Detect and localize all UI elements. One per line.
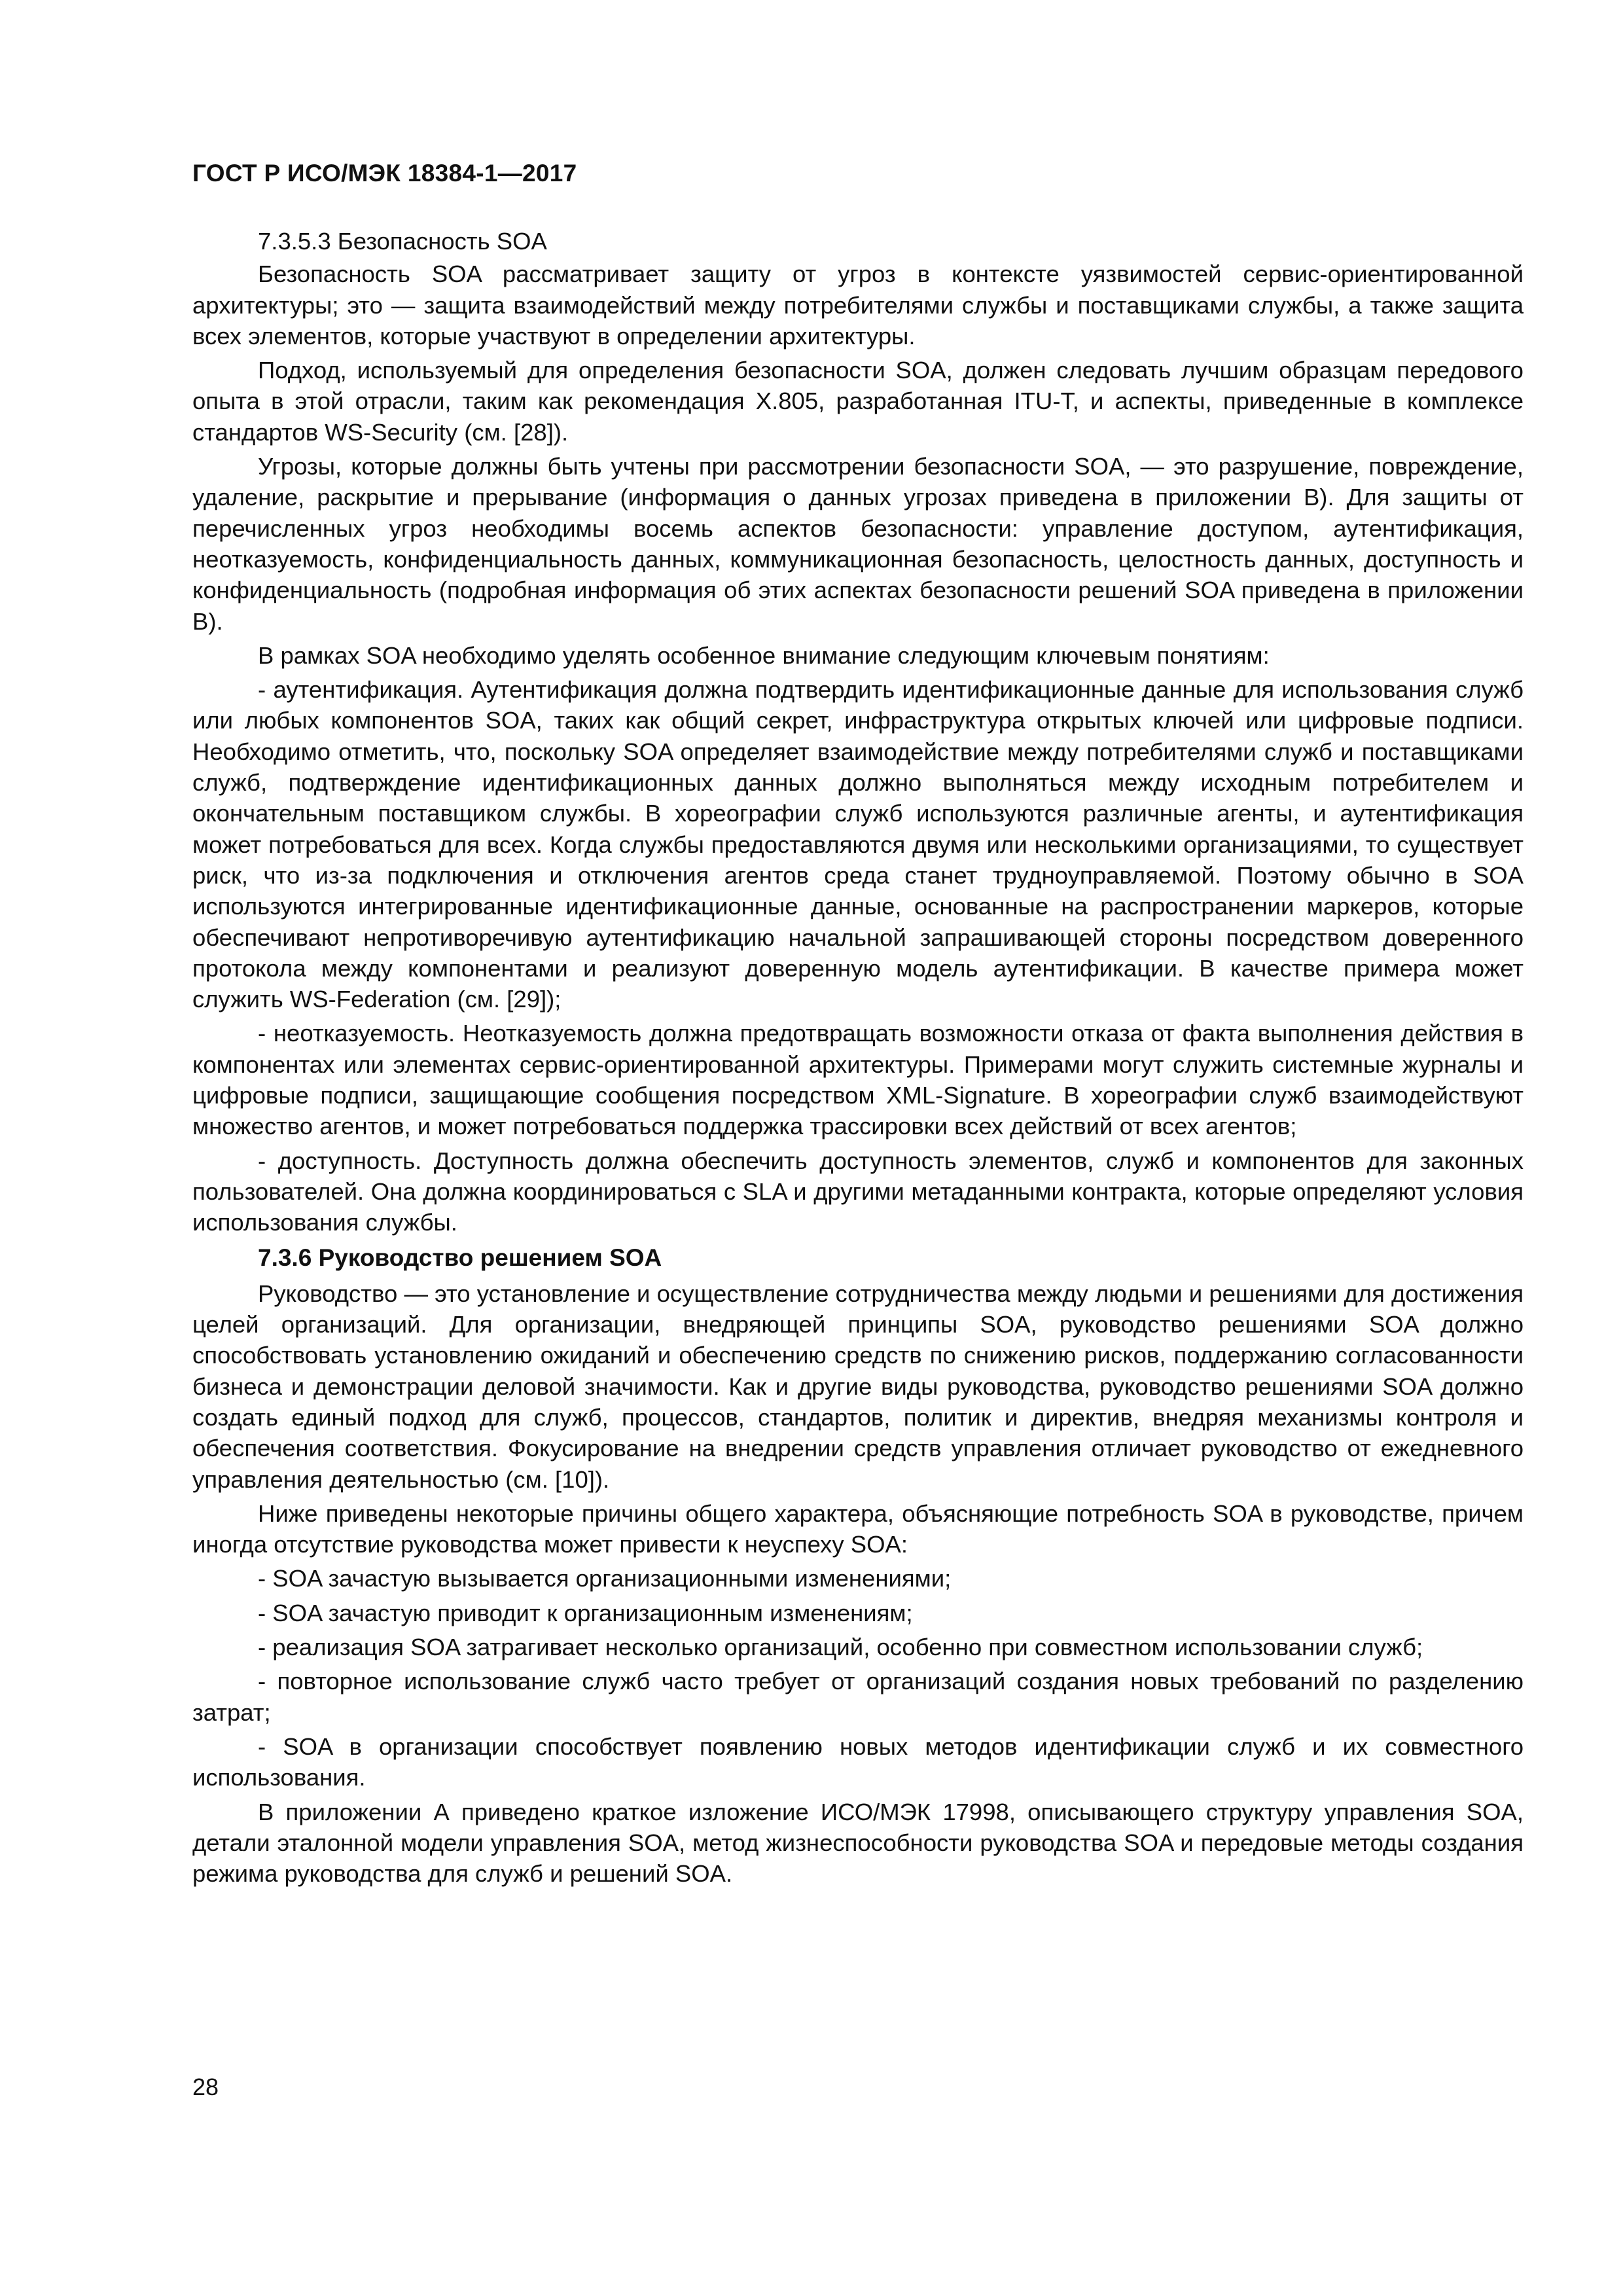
paragraph: Угрозы, которые должны быть учтены при рассмотрении безопасности SOA, — это разрушение, повреждение, удаление, раскрытие и прерывание (информация о данных угрозах приведена в приложении В). Для защиты от перечисленных угроз необходимы восемь аспектов безопасности: управление доступом, аутентификация, неотказуемость, конфиденциальность данных, коммуникационная безопасность, целостность данных, доступность и конфиденциальность (подробная информация об этих аспектах безопасности решений SOA приведена в приложении В). [192, 453, 1524, 635]
document-header: ГОСТ Р ИСО/МЭК 18384-1—2017 [192, 160, 577, 187]
list-item: - SOA в организации способствует появлению новых методов идентификации служб и их совместного использования. [192, 1732, 1524, 1791]
paragraph: Ниже приведены некоторые причины общего характера, объясняющие потребность SOA в руководстве, причем иногда отсутствие руководства может привести к неуспеху SOA: [192, 1499, 1524, 1558]
list-item: - доступность. Доступность должна обеспечить доступность элементов, служб и компонентов для законных пользователей. Она должна координироваться с SLA и другими метаданными контракта, которые определяют условия использования службы. [192, 1147, 1524, 1236]
section-heading: 7.3.6 Руководство решением SOA [258, 1244, 662, 1271]
page-number: 28 [192, 2073, 219, 2100]
paragraph: Подход, используемый для определения безопасности SOA, должен следовать лучшим образцам передового опыта в этой отрасли, таким как рекомендация X.805, разработанная ITU-T, и аспекты, приведенные в комплексе стандартов WS-Security (см. [28]). [192, 357, 1524, 446]
list-item: - SOA зачастую вызывается организационными изменениями; [258, 1565, 952, 1592]
list-item: - реализация SOA затрагивает несколько организаций, особенно при совместном использовании служб; [258, 1634, 1423, 1661]
paragraph: В рамках SOA необходимо уделять особенное внимание следующим ключевым понятиям: [258, 641, 1270, 669]
list-item: - неотказуемость. Неотказуемость должна предотвращать возможности отказа от факта выполнения действия в компонентах или элементах сервис-ориентированной архитектуры. Примерами могут служить системные журналы и цифровые подписи, защищающие сообщения посредством XML-Signature. В хореографии служб взаимодействуют множество агентов, и может потребоваться поддержка трассировки всех действий от всех агентов; [192, 1020, 1524, 1140]
paragraph: Руководство — это установление и осуществление сотрудничества между людьми и решениями для достижения целей организаций. Для организации, внедряющей принципы SOA, руководство решениями SOA должно способствовать установлению ожиданий и обеспечению средств по снижению рисков, поддержанию согласованности бизнеса и демонстрации деловой значимости. Как и другие виды руководства, руководство решениями SOA должно создать единый подход для служб, процессов, стандартов, политик и директив, внедряя механизмы контроля и обеспечения соответствия. Фокусирование на внедрении средств управления отличает руководство от ежедневного управления деятельностью (см. [10]). [192, 1280, 1524, 1493]
paragraph: Безопасность SOA рассматривает защиту от угроз в контексте уязвимостей сервис-ориентированной архитектуры; это — защита взаимодействий между потребителями службы и поставщиками службы, а также защита всех элементов, которые участвуют в определении архитектуры. [192, 260, 1524, 350]
list-item: - аутентификация. Аутентификация должна подтвердить идентификационные данные для использования служб или любых компонентов SOA, таких как общий секрет, инфраструктура открытых ключей или цифровые подписи. Необходимо отметить, что, поскольку SOA определяет взаимодействие между потребителями служб и поставщиками служб, подтверждение идентификационных данных должно выполняться между исходным потребителем и окончательным поставщиком службы. В хореографии служб используются различные агенты, и аутентификация может потребоваться для всех. Когда службы предоставляются двумя или несколькими организациями, то существует риск, что из-за подключения и отключения агентов среда станет трудноуправляемой. Поэтому обычно в SOA используются интегрированные идентификационные данные, основанные на распространении маркеров, которые обеспечивают непротиворечивую аутентификацию начальной запрашивающей стороны посредством доверенного протокола между компонентами и реализуют доверенную модель аутентификации. В качестве примера может служить WS-Federation (см. [29]); [192, 676, 1524, 1013]
list-item: - SOA зачастую приводит к организационным изменениям; [258, 1599, 913, 1626]
subsection-title: 7.3.5.3 Безопасность SOA [258, 228, 547, 255]
document-body [192, 226, 1524, 1892]
list-item: - повторное использование служб часто требует от организаций создания новых требований по разделению затрат; [192, 1668, 1524, 1726]
paragraph: В приложении А приведено краткое изложение ИСО/МЭК 17998, описывающего структуру управления SOA, детали эталонной модели управления SOA, метод жизнеспособности руководства SOA и передовые методы создания режима руководства для служб и решений SOA. [192, 1798, 1524, 1888]
